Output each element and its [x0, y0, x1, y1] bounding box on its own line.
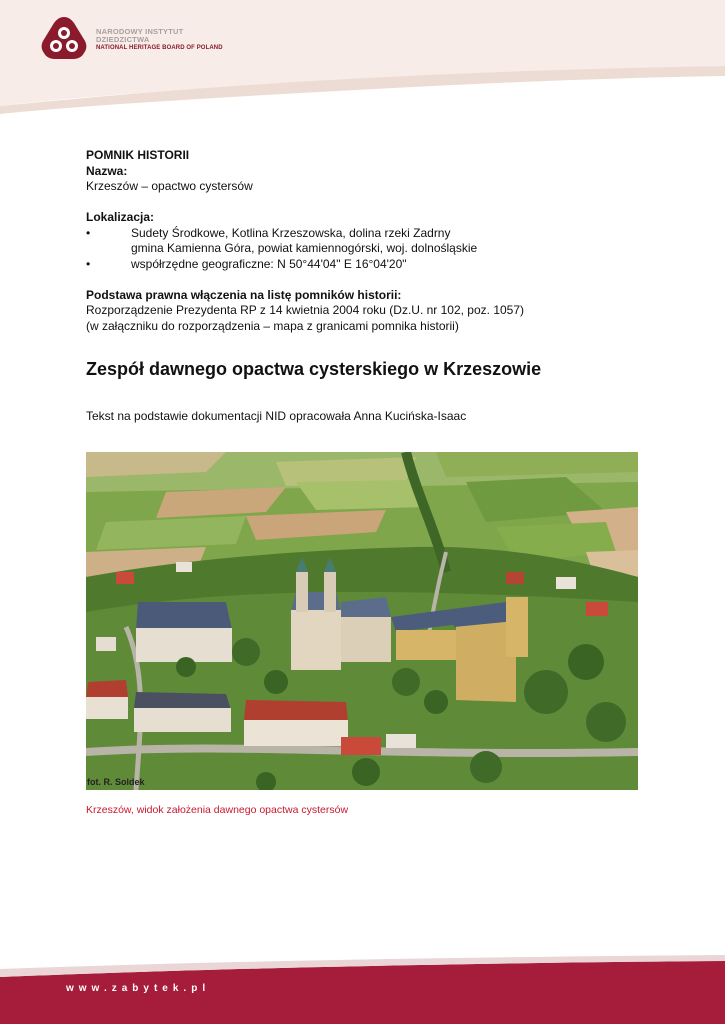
location-line: Sudety Środkowe, Kotlina Krzeszowska, dolina rzeki Zadrny: [131, 225, 451, 240]
legal-basis-line: Rozporządzenie Prezydenta RP z 14 kwietnia 2004 roku (Dz.U. nr 102, poz. 1057): [86, 303, 525, 317]
photo-caption: Krzeszów, widok założenia dawnego opactwa cystersów: [86, 804, 349, 816]
photo-credit: fot. R. Soldek: [87, 777, 145, 787]
document-title: Zespół dawnego opactwa cysterskiego w Krzeszowie: [86, 359, 542, 379]
document-info: [86, 148, 646, 334]
header-band: [0, 0, 725, 115]
location-bullet: [86, 257, 646, 273]
name-value: Krzeszów – opactwo cystersów: [86, 179, 253, 193]
org-name: [96, 28, 223, 52]
bullet-icon: •: [86, 256, 91, 271]
author-note: Tekst na podstawie dokumentacji NID opracowała Anna Kucińska-Isaac: [86, 409, 467, 423]
nid-logo-icon: [40, 16, 88, 62]
coordinates-line: współrzędne geograficzne: N 50°44'04" E 16°04'20": [131, 256, 407, 271]
org-name-line2: DZIEDZICTWA: [96, 35, 150, 44]
aerial-photo-image: [86, 452, 638, 790]
org-name-line1: NARODOWY INSTYTUT: [96, 27, 184, 36]
org-name-english: NATIONAL HERITAGE BOARD OF POLAND: [96, 45, 223, 51]
legal-basis-label: Podstawa prawna włączenia na listę pomników historii:: [86, 287, 402, 302]
document-heading: POMNIK HISTORII: [86, 148, 190, 162]
aerial-photo: [86, 452, 638, 790]
legal-basis-note: (w załączniku do rozporządzenia – mapa z granicami pomnika historii): [86, 318, 459, 333]
location-label: Lokalizacja:: [86, 210, 155, 224]
location-bullet: [86, 226, 646, 257]
bullet-icon: •: [86, 225, 91, 240]
location-line: gmina Kamienna Góra, powiat kamiennogórski, woj. dolnośląskie: [131, 241, 478, 255]
website-link[interactable]: www.zabytek.pl: [66, 983, 211, 994]
name-label: Nazwa:: [86, 163, 128, 178]
